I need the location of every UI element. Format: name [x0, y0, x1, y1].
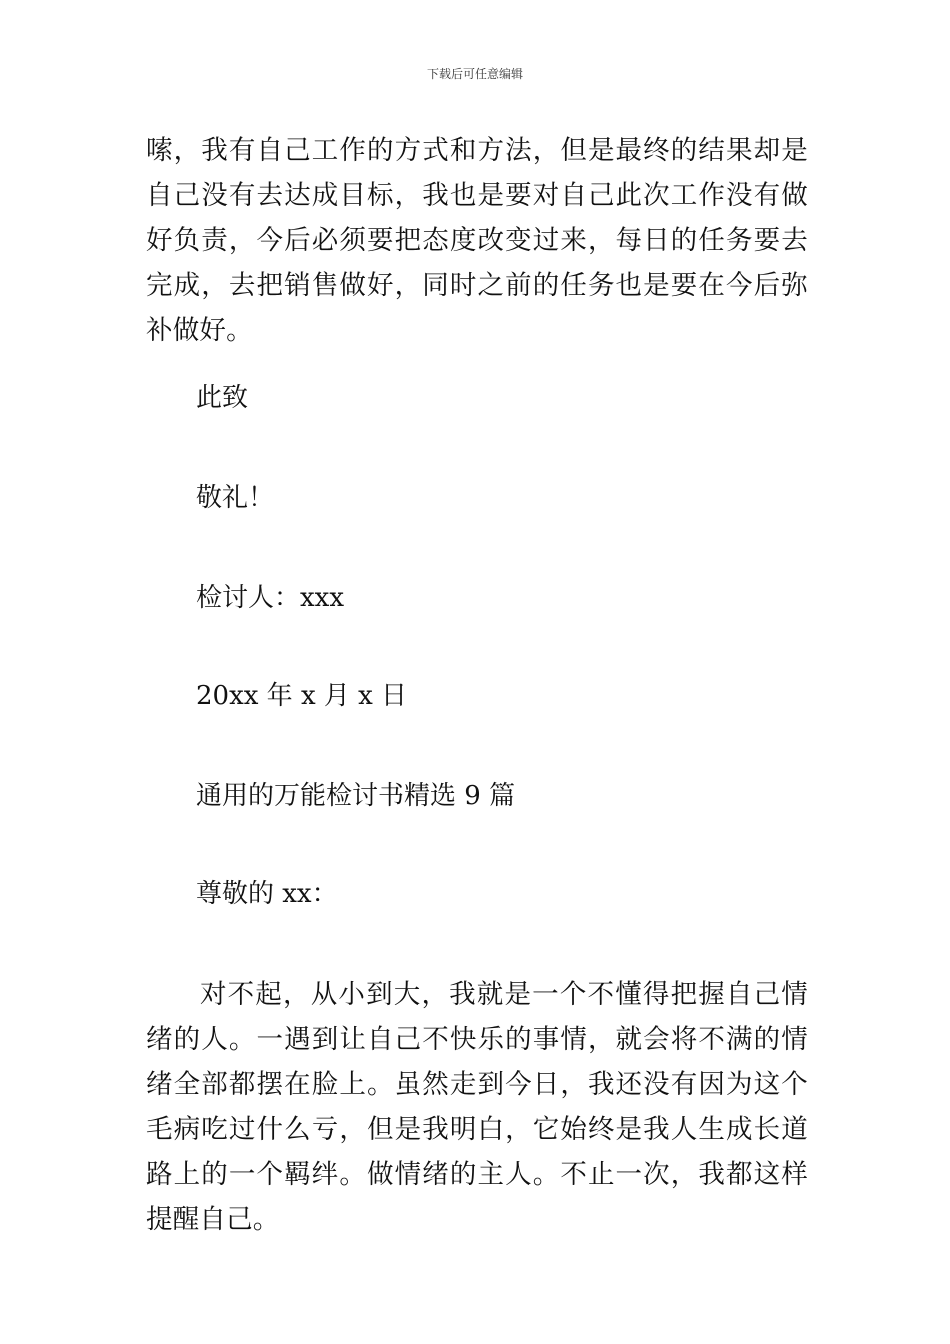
date-line: 20xx 年 x 月 x 日: [196, 681, 408, 711]
paragraph-text: 对不起，从小到大，我就是一个不懂得把握自己情绪的人。一遇到让自己不快乐的事情，就会将不满的情绪全部都摆在脸上。虽然走到今日，我还没有因为这个毛病吃过什么亏，但是我明白，它始终是我人生成长道路上的一个羁绊。做情绪的主人。不止一次，我都这样提醒自己。: [146, 979, 808, 1235]
paragraph-text: 嗦，我有自己工作的方式和方法，但是最终的结果却是自己没有去达成目标，我也是要对自己此次工作没有做好负责，今后必须要把态度改变过来，每日的任务要去完成，去把销售做好，同时之前的任务也是要在今后弥补做好。: [146, 135, 808, 346]
salutation-line: 尊敬的 xx：: [196, 879, 338, 909]
paragraph-continuation: [146, 128, 808, 353]
section-title: 通用的万能检讨书精选 9 篇: [196, 781, 516, 811]
closing-ci-zhi: 此致: [196, 383, 249, 413]
closing-jing-li: 敬礼！: [196, 483, 275, 513]
paragraph-apology: [146, 972, 808, 1242]
page-header-note: 下载后可任意编辑: [426, 67, 523, 81]
signer-line: 检讨人：xxx: [196, 583, 344, 613]
